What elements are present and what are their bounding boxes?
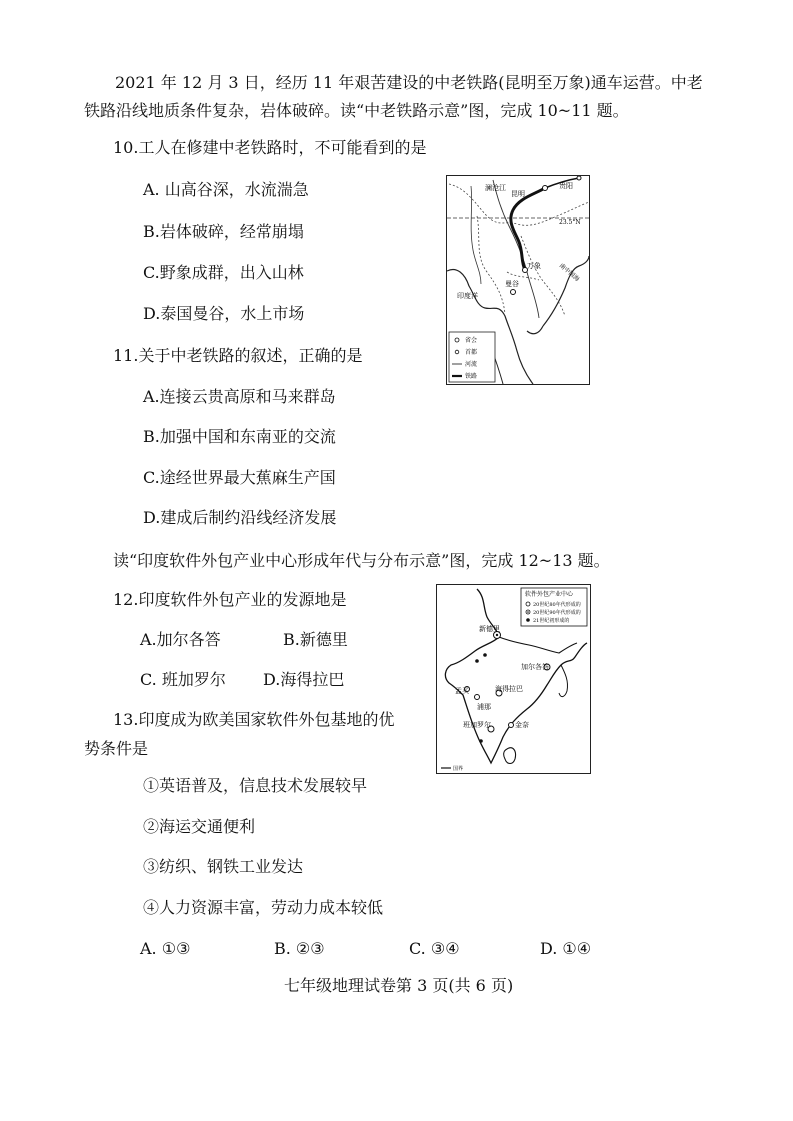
city-kolkata: 加尔各答 (521, 663, 549, 671)
question-13-condition-2: ②海运交通便利 (143, 817, 256, 836)
map-1-drawing (447, 176, 589, 384)
question-13-condition-4: ④人力资源丰富，劳动力成本较低 (143, 898, 384, 917)
page-footer: 七年级地理试卷第 3 页(共 6 页) (284, 976, 514, 995)
question-11-option-c: C.途经世界最大蕉麻生产国 (143, 468, 336, 487)
label-south-sea: 南中国海 (557, 262, 581, 283)
question-12-option-c: C. 班加罗尔 (140, 670, 226, 689)
legend-title: 软件外包产业中心 (525, 591, 574, 598)
map-2-drawing (437, 585, 590, 773)
question-13-option-b: B. ②③ (274, 939, 325, 958)
legend-border: 国界 (453, 766, 464, 772)
question-11-option-b: B.加强中国和东南亚的交流 (143, 427, 336, 446)
label-tropic: 23.5°N (559, 219, 581, 226)
question-10-stem: 10.工人在修建中老铁路时，不可能看到的是 (113, 138, 427, 157)
city-bangalore: 班加罗尔 (463, 721, 491, 729)
question-11-stem: 11.关于中老铁路的叙述，正确的是 (113, 346, 363, 365)
question-12-option-d: D.海得拉巴 (263, 670, 345, 689)
legend-provincial-capital: 省会 (465, 337, 478, 344)
question-10-option-b: B.岩体破碎，经常崩塌 (143, 222, 304, 241)
question-12-option-a: A.加尔各答 (140, 630, 221, 649)
city-chennai: 金奈 (515, 721, 529, 729)
legend-2000s: 21世纪初形成的 (533, 618, 570, 624)
legend-river: 河流 (465, 361, 478, 368)
question-11-option-d: D.建成后制约沿线经济发展 (143, 508, 337, 527)
city-hyderabad: 海得拉巴 (495, 685, 523, 693)
label-kunming: 昆明 (511, 190, 525, 198)
india-software-outsourcing-map (436, 584, 591, 774)
city-pune: 浦那 (477, 703, 491, 711)
question-12-stem: 12.印度软件外包产业的发源地是 (113, 590, 347, 609)
question-13-option-d: D. ①④ (540, 939, 592, 958)
city-new-delhi: 新德里 (479, 625, 500, 633)
legend-1990s: 20世纪90年代形成的 (533, 610, 581, 616)
legend-capital: 首都 (465, 349, 478, 356)
question-13-stem-line-1: 13.印度成为欧美国家软件外包基地的优 (113, 710, 395, 729)
question-13-option-c: C. ③④ (409, 939, 460, 958)
question-13-stem-line-2: 势条件是 (84, 739, 149, 758)
label-vientiane: 万象 (527, 262, 541, 270)
label-guiyang: 贵阳 (559, 182, 573, 190)
question-12-option-b: B.新德里 (283, 630, 348, 649)
intro-paragraph-2: 读“印度软件外包产业中心形成年代与分布示意”图，完成 12~13 题。 (113, 551, 610, 570)
intro-line-2: 铁路沿线地质条件复杂，岩体破碎。读“中老铁路示意”图，完成 10~11 题。 (84, 101, 629, 120)
question-13-condition-3: ③纺织、钢铁工业发达 (143, 857, 304, 876)
label-bangkok: 曼谷 (505, 280, 519, 288)
intro-line-1: 2021 年 12 月 3 日，经历 11 年艰苦建设的中老铁路(昆明至万象)通车运营。中老 (115, 73, 703, 92)
china-laos-railway-map (446, 175, 590, 385)
question-10-option-a: A. 山高谷深，水流湍急 (143, 180, 309, 199)
question-11-option-a: A.连接云贵高原和马来群岛 (143, 387, 336, 406)
question-13-option-a: A. ①③ (140, 939, 191, 958)
city-mumbai: 孟买 (455, 687, 469, 695)
question-13-condition-1: ①英语普及，信息技术发展较早 (143, 776, 368, 795)
question-10-option-d: D.泰国曼谷，水上市场 (143, 304, 305, 323)
question-10-option-c: C.野象成群，出入山林 (143, 263, 304, 282)
legend-railway: 铁路 (465, 373, 478, 380)
label-indian-ocean: 印度洋 (457, 292, 478, 300)
label-lancang: 澜沧江 (485, 184, 506, 192)
legend-1980s: 20世纪80年代形成的 (533, 602, 581, 608)
